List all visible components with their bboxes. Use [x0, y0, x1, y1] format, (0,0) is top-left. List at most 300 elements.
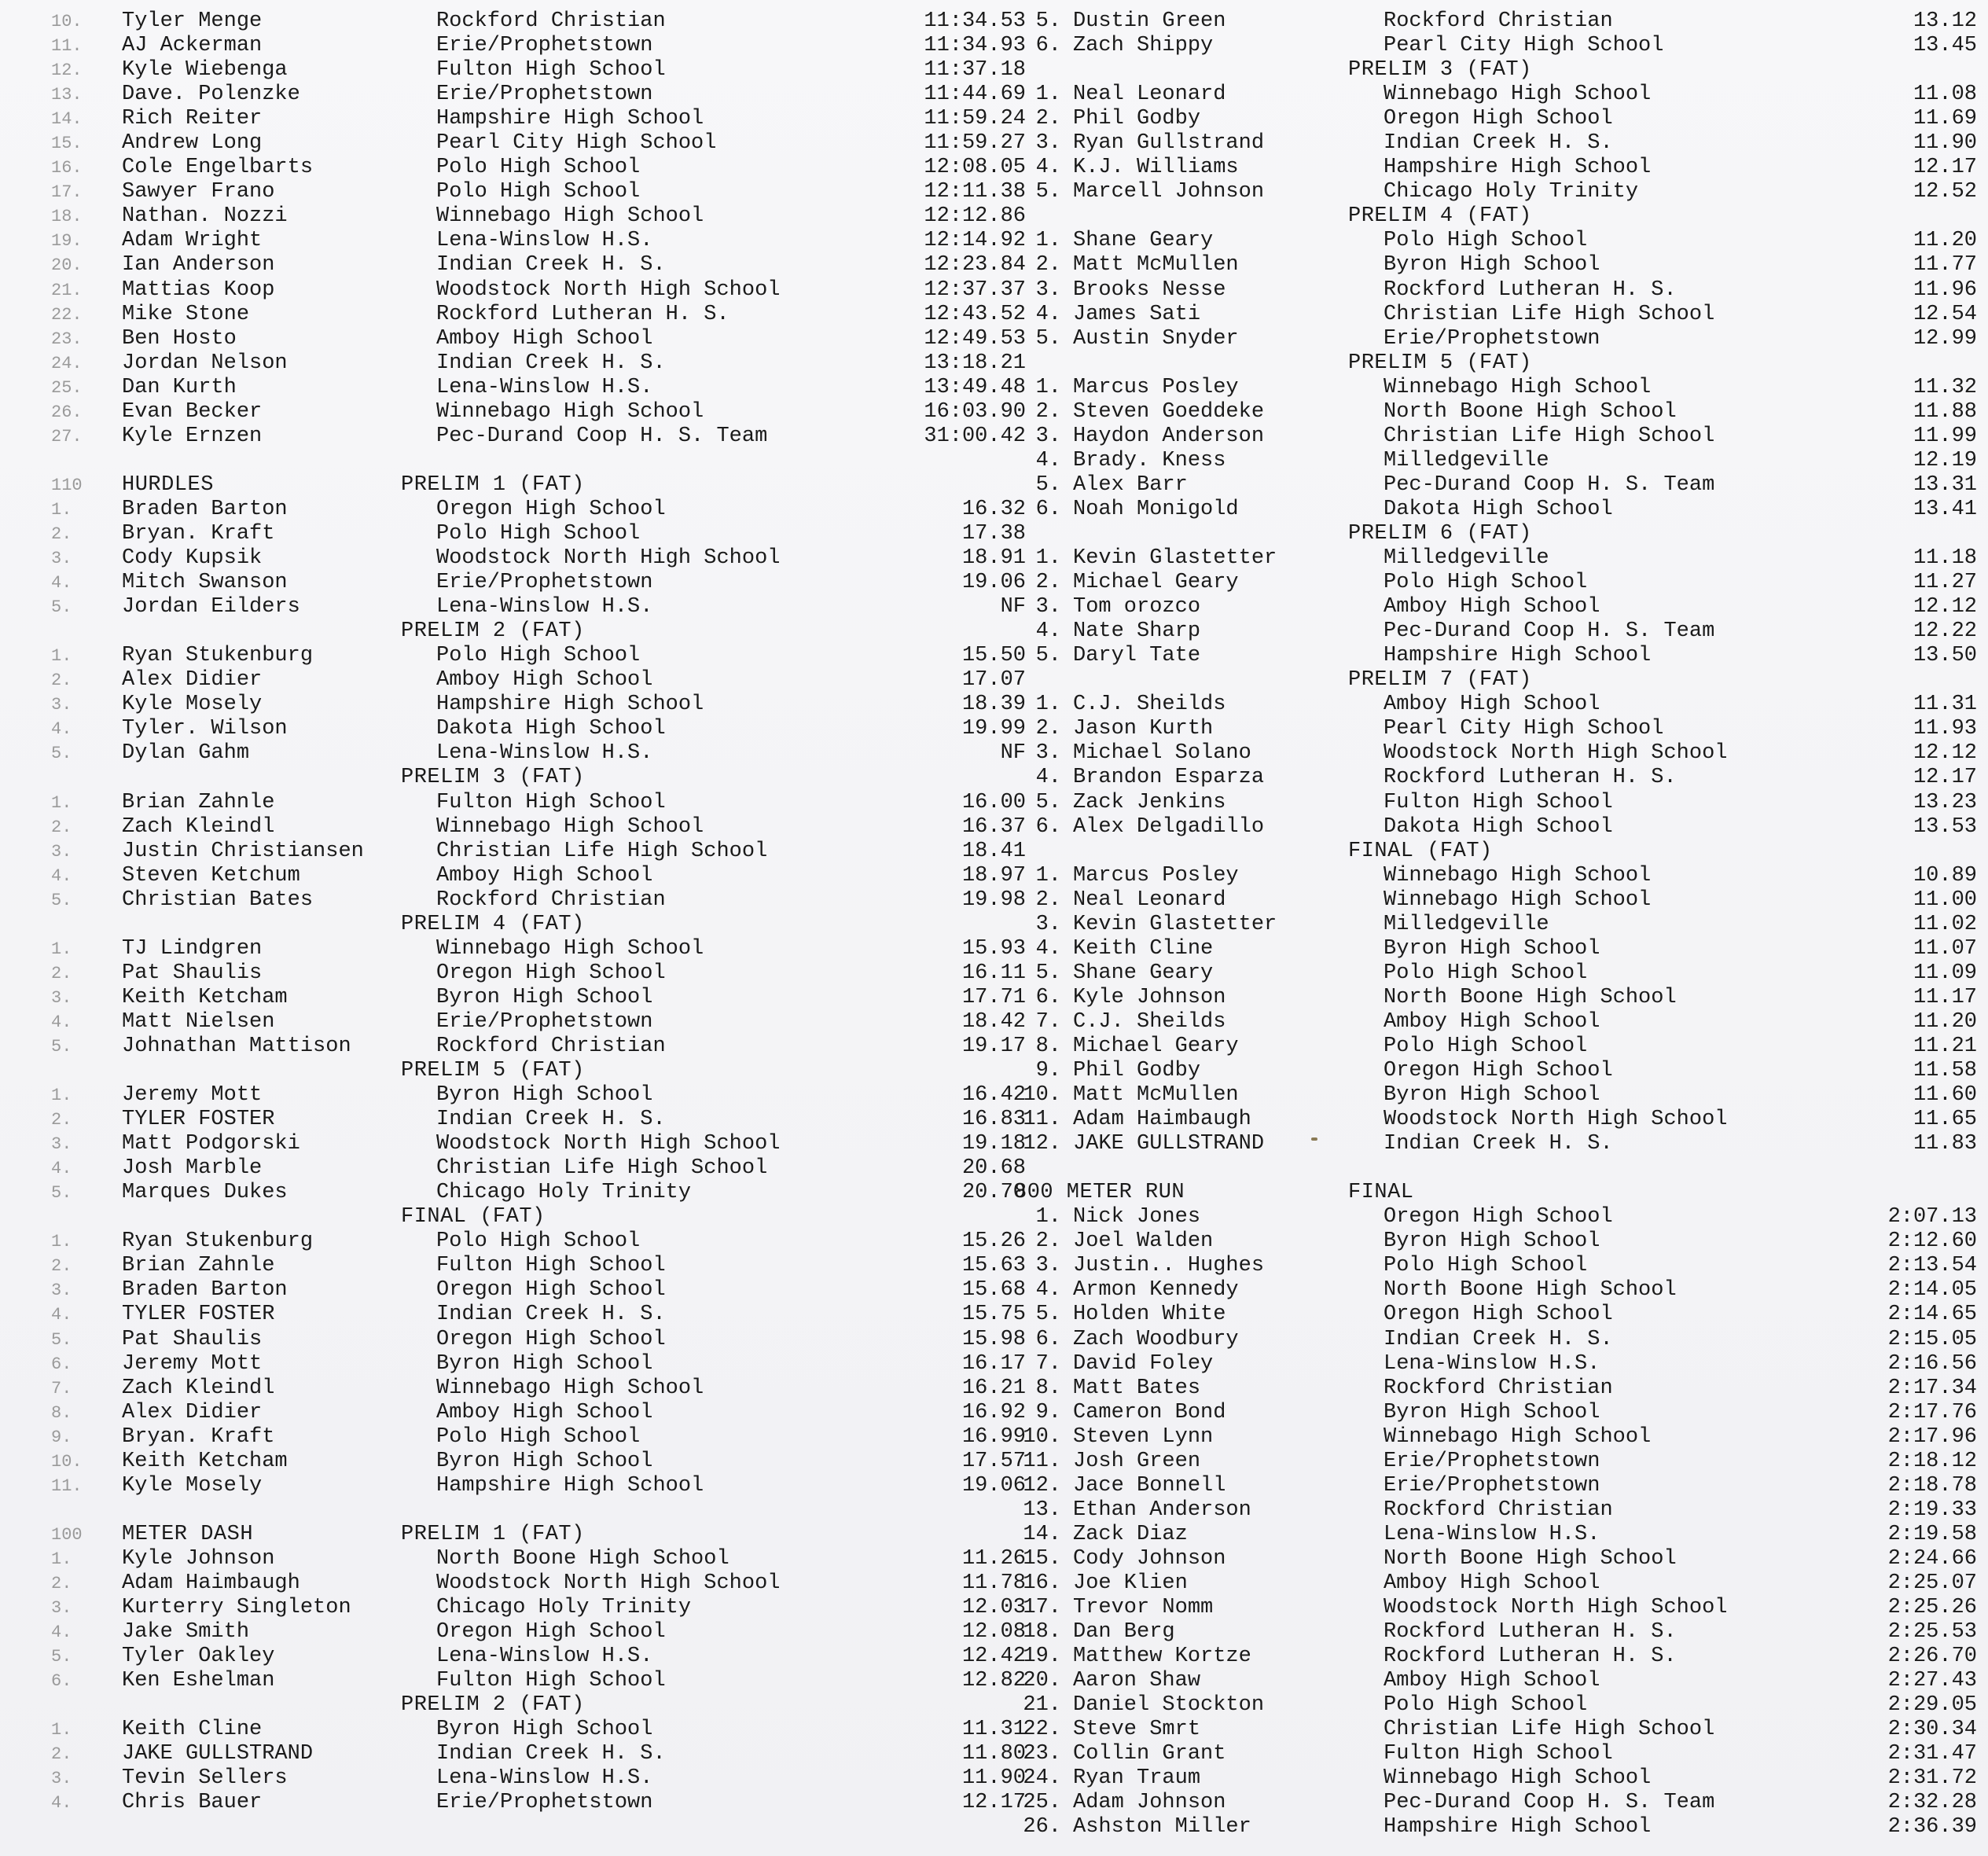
- place-number: 4.: [51, 1305, 72, 1325]
- result-row: [1014, 1328, 1977, 1352]
- athlete-name: Tyler Menge: [122, 9, 263, 33]
- place-number: 2.: [51, 524, 72, 544]
- place-number: 2.: [51, 817, 72, 837]
- result-mark: 13.12: [1913, 9, 1977, 33]
- result-row: [51, 1718, 1042, 1742]
- result-mark: 17.71: [961, 985, 1026, 1009]
- team-name: Fulton High School: [1384, 1742, 1613, 1766]
- result-row: [51, 937, 1042, 961]
- team-name: Woodstock North High School: [436, 1571, 781, 1595]
- result-mark: 11.08: [1913, 83, 1977, 107]
- result-mark: 15.63: [961, 1254, 1026, 1278]
- result-mark: 18.97: [961, 863, 1026, 888]
- result-mark: 2:26.70: [1887, 1645, 1977, 1669]
- athlete-name: Braden Barton: [122, 497, 288, 521]
- team-name: Rockford Christian: [436, 9, 666, 33]
- result-mark: 11.18: [1913, 546, 1977, 571]
- result-row: [51, 546, 1042, 571]
- result-row: [51, 34, 1042, 58]
- place-number: 4.: [51, 573, 72, 594]
- team-name: Woodstock North High School: [1384, 1108, 1728, 1132]
- place-number: 3.: [1035, 741, 1061, 766]
- result-mark: 11:37.18: [924, 58, 1026, 83]
- place-number: 7.: [51, 1378, 72, 1398]
- heat-label: PRELIM 1 (FAT): [401, 472, 585, 497]
- place-number: 1.: [1035, 863, 1061, 888]
- athlete-name: Zach Shippy: [1073, 34, 1214, 58]
- result-row: [1014, 1547, 1977, 1571]
- athlete-name: Jace Bonnell: [1073, 1473, 1226, 1498]
- place-number: 3.: [51, 1134, 72, 1155]
- team-name: Indian Creek H. S.: [436, 1108, 666, 1132]
- athlete-name: Cameron Bond: [1073, 1400, 1226, 1424]
- place-number: 1.: [51, 1086, 72, 1106]
- athlete-name: Alex Barr: [1073, 472, 1188, 497]
- event-title: 800 METER RUN: [1014, 1181, 1185, 1205]
- place-number: 5.: [51, 1183, 72, 1204]
- result-row: [1014, 131, 1977, 156]
- team-name: Lena-Winslow H.S.: [436, 229, 653, 253]
- result-mark: 16.92: [961, 1400, 1026, 1424]
- athlete-name: Steve Smrt: [1073, 1718, 1201, 1742]
- team-name: Pearl City High School: [1384, 34, 1664, 58]
- place-number: 5.: [1035, 472, 1061, 497]
- heat-label: PRELIM 7 (FAT): [1348, 668, 1532, 693]
- athlete-name: David Foley: [1073, 1351, 1214, 1376]
- result-row: [1014, 619, 1977, 644]
- team-name: Pec-Durand Coop H. S. Team: [1384, 1791, 1715, 1815]
- athlete-name: Ken Eshelman: [122, 1669, 275, 1693]
- team-name: Winnebago High School: [1384, 863, 1652, 888]
- place-number: 2.: [51, 1110, 72, 1130]
- place-number: 12.: [1023, 1473, 1061, 1498]
- result-mark: 13.31: [1913, 472, 1977, 497]
- result-row: [1014, 791, 1977, 815]
- team-name: Amboy High School: [1384, 595, 1600, 619]
- result-row: [1014, 303, 1977, 327]
- event-distance: 110: [51, 475, 83, 495]
- result-row: [1014, 1254, 1977, 1278]
- result-row: [1014, 9, 1977, 34]
- team-name: North Boone High School: [1384, 985, 1677, 1009]
- place-number: 4.: [51, 719, 72, 740]
- athlete-name: Matt Nielsen: [122, 1009, 275, 1034]
- athlete-name: Kyle Mosely: [122, 693, 263, 717]
- result-row: [51, 1547, 1042, 1571]
- team-name: Oregon High School: [436, 961, 666, 985]
- result-row: [1014, 400, 1977, 424]
- result-row: [51, 229, 1042, 253]
- result-mark: 16.00: [961, 790, 1026, 814]
- place-number: 3.: [1035, 131, 1061, 156]
- result-mark: 19.18: [961, 1132, 1026, 1156]
- result-row: [51, 888, 1042, 913]
- place-number: 10.: [51, 12, 83, 31]
- team-name: Hampshire High School: [436, 693, 704, 717]
- place-number: 4.: [1035, 936, 1061, 961]
- athlete-name: Brady. Kness: [1073, 448, 1226, 472]
- team-name: Oregon High School: [436, 1620, 666, 1645]
- result-mark: 13:49.48: [924, 375, 1026, 399]
- place-number: 4.: [51, 1159, 72, 1179]
- place-number: 4.: [1035, 302, 1061, 326]
- result-row: [51, 864, 1042, 888]
- heat-header-row: [1014, 668, 1977, 693]
- team-name: Indian Creek H. S.: [1384, 1327, 1613, 1351]
- athlete-name: Daryl Tate: [1073, 644, 1201, 668]
- team-name: Milledgeville: [1384, 448, 1549, 472]
- result-row: [51, 1791, 1042, 1815]
- place-number: 3.: [51, 1281, 72, 1301]
- result-row: [51, 1352, 1042, 1376]
- athlete-name: Sawyer Frano: [122, 180, 275, 204]
- result-row: [51, 1328, 1042, 1352]
- result-row: [1014, 1205, 1977, 1229]
- athlete-name: TJ Lindgren: [122, 936, 263, 961]
- athlete-name: Kurterry Singleton: [122, 1596, 351, 1620]
- team-name: Rockford Lutheran H. S.: [1384, 1645, 1677, 1669]
- athlete-name: Keith Ketcham: [122, 985, 288, 1009]
- place-number: 10.: [51, 1451, 83, 1472]
- left-results-column: [51, 9, 1042, 1815]
- place-number: 1.: [1035, 1205, 1061, 1229]
- result-row: [1014, 1718, 1977, 1742]
- athlete-name: Marcell Johnson: [1073, 180, 1265, 204]
- place-number: 7.: [1035, 1009, 1061, 1034]
- result-mark: 12:43.52: [924, 302, 1026, 326]
- athlete-name: Keith Ketcham: [122, 1449, 288, 1473]
- result-mark: 2:25.53: [1887, 1620, 1977, 1645]
- team-name: Byron High School: [436, 1351, 653, 1376]
- result-mark: 2:24.66: [1887, 1546, 1977, 1571]
- athlete-name: Trevor Nomm: [1073, 1596, 1214, 1620]
- place-number: 16.: [1023, 1571, 1061, 1595]
- result-row: [1014, 1791, 1977, 1815]
- place-number: 1.: [1035, 693, 1061, 717]
- athlete-name: Marcus Posley: [1073, 375, 1239, 399]
- result-mark: 2:36.39: [1887, 1815, 1977, 1839]
- heat-label: PRELIM 2 (FAT): [401, 1693, 585, 1718]
- team-name: Byron High School: [1384, 1400, 1600, 1424]
- result-mark: 2:25.07: [1887, 1571, 1977, 1595]
- athlete-name: Shane Geary: [1073, 229, 1214, 253]
- athlete-name: Adam Wright: [122, 229, 263, 253]
- athlete-name: Tevin Sellers: [122, 1766, 288, 1791]
- place-number: 22.: [51, 304, 83, 325]
- result-row: [51, 327, 1042, 351]
- result-row: [51, 986, 1042, 1010]
- team-name: North Boone High School: [1384, 399, 1677, 424]
- result-row: [1014, 156, 1977, 180]
- team-name: Polo High School: [1384, 229, 1588, 253]
- result-row: [1014, 253, 1977, 277]
- place-number: 20.: [1023, 1669, 1061, 1693]
- team-name: Erie/Prophetstown: [436, 571, 653, 595]
- place-number: 1.: [51, 792, 72, 813]
- place-number: 2.: [51, 1744, 72, 1765]
- place-number: 5.: [51, 890, 72, 910]
- result-row: [1014, 571, 1977, 595]
- heat-header-row: [1014, 58, 1977, 83]
- place-number: 5.: [1035, 790, 1061, 814]
- athlete-name: Steven Goeddeke: [1073, 399, 1265, 424]
- team-name: Chicago Holy Trinity: [436, 1596, 692, 1620]
- place-number: 3.: [1035, 595, 1061, 619]
- ink-speck: [1311, 1137, 1317, 1141]
- place-number: 6.: [51, 1354, 72, 1374]
- team-name: Winnebago High School: [1384, 1424, 1652, 1449]
- athlete-name: Matt McMullen: [1073, 253, 1239, 277]
- team-name: Amboy High School: [1384, 1571, 1600, 1595]
- result-row: [51, 522, 1042, 546]
- athlete-name: Ryan Traum: [1073, 1766, 1201, 1791]
- athlete-name: Michael Geary: [1073, 571, 1239, 595]
- place-number: 18.: [1023, 1620, 1061, 1645]
- place-number: 10.: [1023, 1083, 1061, 1108]
- result-row: [51, 131, 1042, 156]
- result-row: [1014, 1596, 1977, 1620]
- athlete-name: Neal Leonard: [1073, 888, 1226, 912]
- place-number: 25.: [51, 377, 83, 398]
- athlete-name: Ryan Stukenburg: [122, 1229, 314, 1254]
- place-number: 23.: [51, 329, 83, 349]
- athlete-name: Phil Godby: [1073, 1059, 1201, 1083]
- result-row: [51, 58, 1042, 83]
- team-name: Fulton High School: [436, 1669, 666, 1693]
- result-row: [51, 1156, 1042, 1181]
- result-row: [1014, 1669, 1977, 1693]
- result-mark: 19.06: [961, 1473, 1026, 1498]
- athlete-name: Kevin Glastetter: [1073, 546, 1277, 571]
- athlete-name: Steven Lynn: [1073, 1424, 1214, 1449]
- place-number: 2.: [1035, 888, 1061, 912]
- heat-header-row: [51, 766, 1042, 790]
- result-mark: 18.41: [961, 839, 1026, 863]
- athlete-name: Bryan. Kraft: [122, 1424, 275, 1449]
- place-number: 9.: [51, 1427, 72, 1447]
- result-mark: 2:19.58: [1887, 1522, 1977, 1546]
- result-row: [1014, 1571, 1977, 1596]
- team-name: Winnebago High School: [1384, 1766, 1652, 1791]
- athlete-name: Tyler Oakley: [122, 1645, 275, 1669]
- heat-label: PRELIM 1 (FAT): [401, 1522, 585, 1546]
- result-row: [51, 1303, 1042, 1327]
- result-row: [1014, 1278, 1977, 1303]
- athlete-name: Dave. Polenzke: [122, 83, 300, 107]
- athlete-name: Dustin Green: [1073, 9, 1226, 33]
- athlete-name: Christian Bates: [122, 888, 314, 912]
- result-row: [51, 840, 1042, 864]
- team-name: Erie/Prophetstown: [436, 83, 653, 107]
- result-row: [51, 1229, 1042, 1254]
- result-mark: 13:18.21: [924, 351, 1026, 375]
- result-row: [51, 1742, 1042, 1766]
- team-name: Lena-Winslow H.S.: [436, 741, 653, 766]
- athlete-name: Rich Reiter: [122, 107, 263, 131]
- place-number: 3.: [1035, 1254, 1061, 1278]
- result-row: [51, 1254, 1042, 1278]
- team-name: Winnebago High School: [1384, 375, 1652, 399]
- team-name: Pec-Durand Coop H. S. Team: [1384, 619, 1715, 644]
- result-mark: 11:34.53: [924, 9, 1026, 33]
- athlete-name: Holden White: [1073, 1303, 1226, 1327]
- place-number: 3.: [51, 549, 72, 569]
- result-mark: 11.32: [1913, 375, 1977, 399]
- result-mark: 2:18.78: [1887, 1473, 1977, 1498]
- result-row: [1014, 595, 1977, 619]
- team-name: North Boone High School: [1384, 1278, 1677, 1303]
- result-row: [51, 1376, 1042, 1401]
- place-number: 1.: [51, 1549, 72, 1569]
- result-mark: 11.77: [1913, 253, 1977, 277]
- athlete-name: Steven Ketchum: [122, 863, 300, 888]
- place-number: 3.: [51, 841, 72, 862]
- team-name: Fulton High School: [436, 1254, 666, 1278]
- result-mark: 20.68: [961, 1156, 1026, 1181]
- result-mark: 19.06: [961, 571, 1026, 595]
- result-mark: 11:34.93: [924, 34, 1026, 58]
- athlete-name: Justin Christiansen: [122, 839, 364, 863]
- heat-label: FINAL (FAT): [401, 1205, 546, 1229]
- team-name: Woodstock North High School: [436, 277, 781, 302]
- athlete-name: Zach Woodbury: [1073, 1327, 1239, 1351]
- place-number: 11.: [1023, 1449, 1061, 1473]
- result-row: [51, 107, 1042, 131]
- team-name: Winnebago High School: [436, 936, 704, 961]
- place-number: 5.: [51, 1036, 72, 1057]
- result-row: [51, 571, 1042, 595]
- athlete-name: Jeremy Mott: [122, 1351, 263, 1376]
- athlete-name: Michael Solano: [1073, 741, 1251, 766]
- team-name: Indian Creek H. S.: [1384, 1132, 1613, 1156]
- result-mark: 17.38: [961, 521, 1026, 546]
- athlete-name: Noah Monigold: [1073, 497, 1239, 521]
- spacer-row: [1014, 1156, 1977, 1181]
- athlete-name: James Sati: [1073, 302, 1201, 326]
- heat-header-row: [51, 1059, 1042, 1083]
- result-row: [51, 693, 1042, 717]
- spacer-row: [51, 1498, 1042, 1523]
- place-number: 14.: [1023, 1522, 1061, 1546]
- place-number: 1.: [51, 939, 72, 959]
- result-mark: 2:07.13: [1887, 1205, 1977, 1229]
- team-name: Rockford Lutheran H. S.: [1384, 277, 1677, 302]
- place-number: 3.: [51, 1598, 72, 1619]
- team-name: Pearl City High School: [1384, 717, 1664, 741]
- place-number: 10.: [1023, 1424, 1061, 1449]
- place-number: 3.: [51, 987, 72, 1008]
- result-mark: 2:14.05: [1887, 1278, 1977, 1303]
- result-row: [1014, 546, 1977, 571]
- result-row: [1014, 815, 1977, 840]
- result-row: [51, 668, 1042, 693]
- result-mark: 11.00: [1913, 888, 1977, 912]
- result-row: [51, 1035, 1042, 1059]
- athlete-name: Ian Anderson: [122, 253, 275, 277]
- team-name: Lena-Winslow H.S.: [1384, 1351, 1600, 1376]
- result-mark: 2:29.05: [1887, 1693, 1977, 1718]
- result-mark: 11.65: [1913, 1108, 1977, 1132]
- athlete-name: Kyle Johnson: [1073, 985, 1226, 1009]
- place-number: 5.: [51, 597, 72, 618]
- team-name: Woodstock North High School: [436, 1132, 781, 1156]
- place-number: 22.: [1023, 1718, 1061, 1742]
- result-mark: 12.03: [961, 1596, 1026, 1620]
- athlete-name: Dan Kurth: [122, 375, 237, 399]
- result-row: [1014, 83, 1977, 107]
- result-mark: 2:16.56: [1887, 1351, 1977, 1376]
- result-mark: 17.57: [961, 1449, 1026, 1473]
- place-number: 8.: [1035, 1376, 1061, 1400]
- result-mark: 11.17: [1913, 985, 1977, 1009]
- athlete-name: Brian Zahnle: [122, 790, 275, 814]
- result-row: [51, 1425, 1042, 1450]
- result-row: [51, 1450, 1042, 1474]
- team-name: Rockford Christian: [1384, 9, 1613, 33]
- place-number: 5.: [1035, 1303, 1061, 1327]
- athlete-name: Ethan Anderson: [1073, 1498, 1251, 1522]
- result-row: [1014, 1303, 1977, 1327]
- athlete-name: Nick Jones: [1073, 1205, 1201, 1229]
- result-mark: 11.60: [1913, 1083, 1977, 1108]
- place-number: 26.: [51, 402, 83, 422]
- place-number: 4.: [51, 866, 72, 886]
- result-mark: 11:44.69: [924, 83, 1026, 107]
- result-mark: 16.11: [961, 961, 1026, 985]
- result-row: [51, 9, 1042, 34]
- result-row: [51, 278, 1042, 303]
- result-mark: 11.90: [1913, 131, 1977, 156]
- team-name: Rockford Lutheran H. S.: [436, 302, 729, 326]
- result-mark: 12.22: [1913, 619, 1977, 644]
- result-mark: 11.26: [961, 1546, 1026, 1571]
- place-number: 3.: [51, 695, 72, 715]
- athlete-name: TYLER FOSTER: [122, 1303, 275, 1327]
- place-number: 21.: [1023, 1693, 1061, 1718]
- result-mark: 11:59.24: [924, 107, 1026, 131]
- athlete-name: Kevin Glastetter: [1073, 912, 1277, 936]
- result-row: [51, 498, 1042, 522]
- result-row: [51, 1669, 1042, 1693]
- place-number: 11.: [51, 1476, 83, 1496]
- result-mark: 12.99: [1913, 326, 1977, 351]
- athlete-name: Dylan Gahm: [122, 741, 250, 766]
- result-mark: 11.93: [1913, 717, 1977, 741]
- team-name: Polo High School: [436, 156, 641, 180]
- result-mark: 2:27.43: [1887, 1669, 1977, 1693]
- result-row: [1014, 1766, 1977, 1791]
- result-mark: 12:37.37: [924, 277, 1026, 302]
- result-row: [1014, 1108, 1977, 1132]
- place-number: 1.: [1035, 83, 1061, 107]
- event-distance: 100: [51, 1524, 83, 1545]
- team-name: Hampshire High School: [1384, 156, 1652, 180]
- team-name: Indian Creek H. S.: [1384, 131, 1613, 156]
- team-name: Byron High School: [436, 1718, 653, 1742]
- result-mark: 16.32: [961, 497, 1026, 521]
- team-name: Milledgeville: [1384, 912, 1549, 936]
- result-mark: 2:17.96: [1887, 1424, 1977, 1449]
- result-mark: 18.42: [961, 1009, 1026, 1034]
- place-number: 1.: [1035, 229, 1061, 253]
- result-row: [1014, 1083, 1977, 1108]
- athlete-name: Phil Godby: [1073, 107, 1201, 131]
- place-number: 6.: [1035, 34, 1061, 58]
- team-name: Amboy High School: [436, 326, 653, 351]
- team-name: Woodstock North High School: [1384, 1596, 1728, 1620]
- team-name: Rockford Christian: [1384, 1498, 1613, 1522]
- result-mark: 11.69: [1913, 107, 1977, 131]
